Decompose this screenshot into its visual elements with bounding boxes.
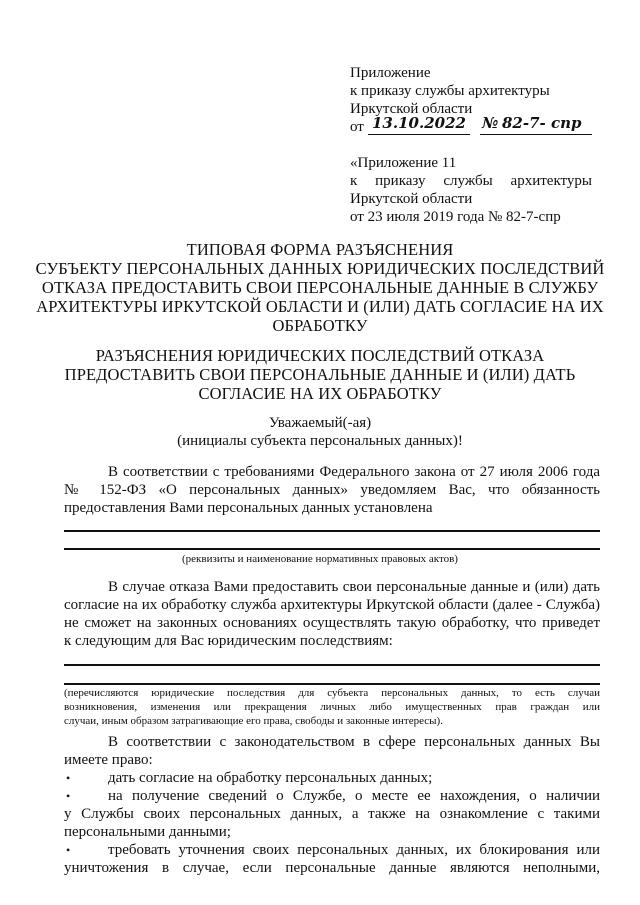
- title-line: ОБРАБОТКУ: [272, 316, 368, 335]
- title-line: АРХИТЕКТУРЫ ИРКУТСКОЙ ОБЛАСТИ И (ИЛИ) ДАТЬ СОГЛАСИЕ НА ИХ: [36, 297, 604, 316]
- legal-acts-caption: (реквизиты и наименование нормативных правовых актов): [182, 553, 458, 565]
- bullet-icon: •: [66, 789, 71, 803]
- right-item: персональными данными;: [64, 824, 231, 840]
- title-line: ТИПОВАЯ ФОРМА РАЗЪЯСНЕНИЯ: [186, 240, 454, 259]
- para1-line: предоставления Вами персональных данных установлена: [64, 500, 433, 516]
- para2-line: не сможет на законных основаниях осуществлять такую обработку, что приведет: [64, 615, 600, 631]
- amendment-title: «Приложение 11: [350, 155, 457, 171]
- subtitle-line: СОГЛАСИЕ НА ИХ ОБРАБОТКУ: [198, 384, 442, 403]
- amendment-word: приказу: [375, 173, 426, 189]
- greeting-salutation: Уважаемый(-ая): [268, 415, 372, 431]
- right-item: дать согласие на обработку персональных данных;: [108, 770, 433, 786]
- para1-line: № 152-ФЗ «О персональных данных» уведомляем Вас, что обязанность: [64, 482, 600, 498]
- blank-line: [64, 664, 600, 666]
- number-sign: №: [482, 114, 499, 132]
- greeting-initials: (инициалы субъекта персональных данных)!: [177, 433, 463, 449]
- amendment-region: Иркутской области: [350, 191, 473, 207]
- right-item: уничтожения в случае, если персональные данные являются неполными,: [64, 860, 600, 876]
- title-line: СУБЪЕКТУ ПЕРСОНАЛЬНЫХ ДАННЫХ ЮРИДИЧЕСКИХ ПОСЛЕДСТВИЙ: [35, 259, 605, 278]
- from-label: от: [350, 119, 364, 135]
- number-underline: [480, 134, 592, 135]
- amendment-order-line: [350, 172, 592, 190]
- title-line: ОТКАЗА ПРЕДОСТАВИТЬ СВОИ ПЕРСОНАЛЬНЫЕ ДАННЫЕ В СЛУЖБУ: [41, 278, 599, 297]
- bullet-icon: •: [66, 771, 71, 785]
- consequences-caption-line: случаи, иным образом затрагивающие его права, свободы и законные интересы).: [64, 715, 443, 727]
- annex-label: Приложение: [350, 65, 431, 81]
- amendment-date: от 23 июля 2019 года № 82-7-спр: [350, 209, 561, 225]
- para2-line: В случае отказа Вами предоставить свои персональные данные и (или) дать: [108, 579, 600, 595]
- para1-line: В соответствии с требованиями Федерального закона от 27 июля 2006 года: [108, 464, 600, 480]
- para2-line: к следующим для Вас юридическим последствиям:: [64, 633, 393, 649]
- para3-line: имеете право:: [64, 752, 153, 768]
- date-underline: [368, 134, 470, 135]
- handwritten-date: 13.10.2022: [372, 114, 466, 132]
- consequences-caption-line: (перечисляются юридические последствия для субъекта персональных данных, то есть случаи: [64, 687, 600, 699]
- right-item: на получение сведений о Службе, о месте ее нахождения, о наличии: [108, 788, 600, 804]
- blank-line: [64, 530, 600, 532]
- consequences-caption-line: возникновения, изменения или прекращения личных либо имущественных прав граждан или: [64, 701, 600, 713]
- amendment-word: архитектуры: [510, 173, 592, 189]
- para3-line: В соответствии с законодательством в сфере персональных данных Вы: [108, 734, 600, 750]
- para2-line: согласие на их обработку служба архитектуры Иркутской области (далее - Служба): [64, 597, 600, 613]
- right-item: требовать уточнения своих персональных данных, их блокирования или: [108, 842, 600, 858]
- bullet-icon: •: [66, 843, 71, 857]
- subtitle-line: ПРЕДОСТАВИТЬ СВОИ ПЕРСОНАЛЬНЫЕ ДАННЫЕ И (ИЛИ) ДАТЬ: [64, 365, 576, 384]
- amendment-word: к: [350, 173, 358, 189]
- blank-line: [64, 548, 600, 550]
- subtitle-line: РАЗЪЯСНЕНИЯ ЮРИДИЧЕСКИХ ПОСЛЕДСТВИЙ ОТКАЗА: [95, 346, 545, 365]
- right-item: у Службы своих персональных данных, а также на ознакомление с такими: [64, 806, 600, 822]
- amendment-word: службы: [443, 173, 493, 189]
- handwritten-number: 82-7- спр: [502, 114, 582, 132]
- to-order-line: к приказу службы архитектуры: [350, 83, 550, 99]
- blank-line: [64, 683, 600, 685]
- region-line: Иркутской области: [350, 101, 473, 117]
